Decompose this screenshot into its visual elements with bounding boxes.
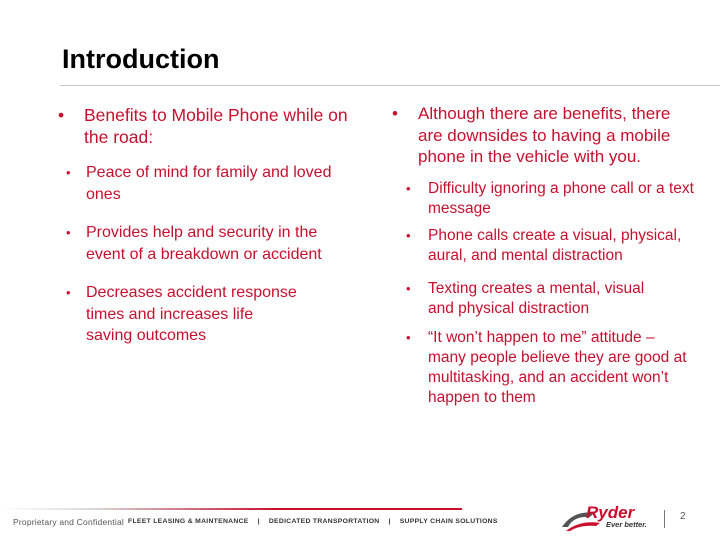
bullet-icon: • <box>406 180 411 196</box>
right-heading <box>392 103 692 168</box>
logo-wordmark: Ryder <box>586 503 635 522</box>
slide-title: Introduction <box>62 44 220 74</box>
right-item-text: Texting creates a mental, visual and physical distraction <box>428 279 645 317</box>
bullet-icon: • <box>406 227 411 243</box>
right-heading-text: Although there are benefits, there are downsides to having a mobile phone in the vehicle with you. <box>418 104 671 166</box>
right-item <box>398 279 658 319</box>
bullet-icon: • <box>406 280 411 296</box>
footer-service: SUPPLY CHAIN SOLUTIONS <box>399 518 498 525</box>
right-column <box>392 103 692 408</box>
right-item <box>398 328 694 408</box>
bullet-icon: • <box>66 285 71 300</box>
footer-service: DEDICATED TRANSPORTATION <box>268 518 380 525</box>
left-item <box>58 222 358 265</box>
right-item-text: “It won’t happen to me” attitude – many people believe they are good at multitasking, and an accident won’t happen to them <box>428 328 687 406</box>
footer-separator: | <box>388 518 391 525</box>
bullet-icon: • <box>66 165 71 180</box>
right-item-text: Difficulty ignoring a phone call or a text message <box>428 179 694 217</box>
left-item-text: Decreases accident response times and increases life saving outcomes <box>86 284 297 344</box>
left-item-text: Provides help and security in the event of a breakdown or accident <box>86 224 322 263</box>
bullet-icon: • <box>66 225 71 240</box>
logo-tagline: Ever better. <box>606 520 647 529</box>
footer-divider <box>0 508 462 510</box>
footer-vertical-divider <box>664 510 665 528</box>
right-item <box>398 179 694 219</box>
page-number: 2 <box>680 511 686 522</box>
bullet-icon: • <box>392 104 398 123</box>
footer-confidential: Proprietary and Confidential <box>13 517 124 527</box>
right-item-text: Phone calls create a visual, physical, aural, and mental distraction <box>428 226 682 264</box>
left-heading <box>58 104 358 148</box>
left-item <box>58 162 358 205</box>
title-divider <box>60 85 720 86</box>
footer-services <box>128 518 498 525</box>
footer-service: FLEET LEASING & MAINTENANCE <box>128 518 249 525</box>
left-item <box>58 282 298 347</box>
footer-separator: | <box>257 518 260 525</box>
bullet-icon: • <box>58 105 65 125</box>
left-item-text: Peace of mind for family and loved ones <box>86 164 332 203</box>
right-item <box>398 226 694 266</box>
bullet-icon: • <box>406 329 411 345</box>
left-column <box>58 104 358 347</box>
left-heading-text: Benefits to Mobile Phone while on the road: <box>84 105 348 147</box>
